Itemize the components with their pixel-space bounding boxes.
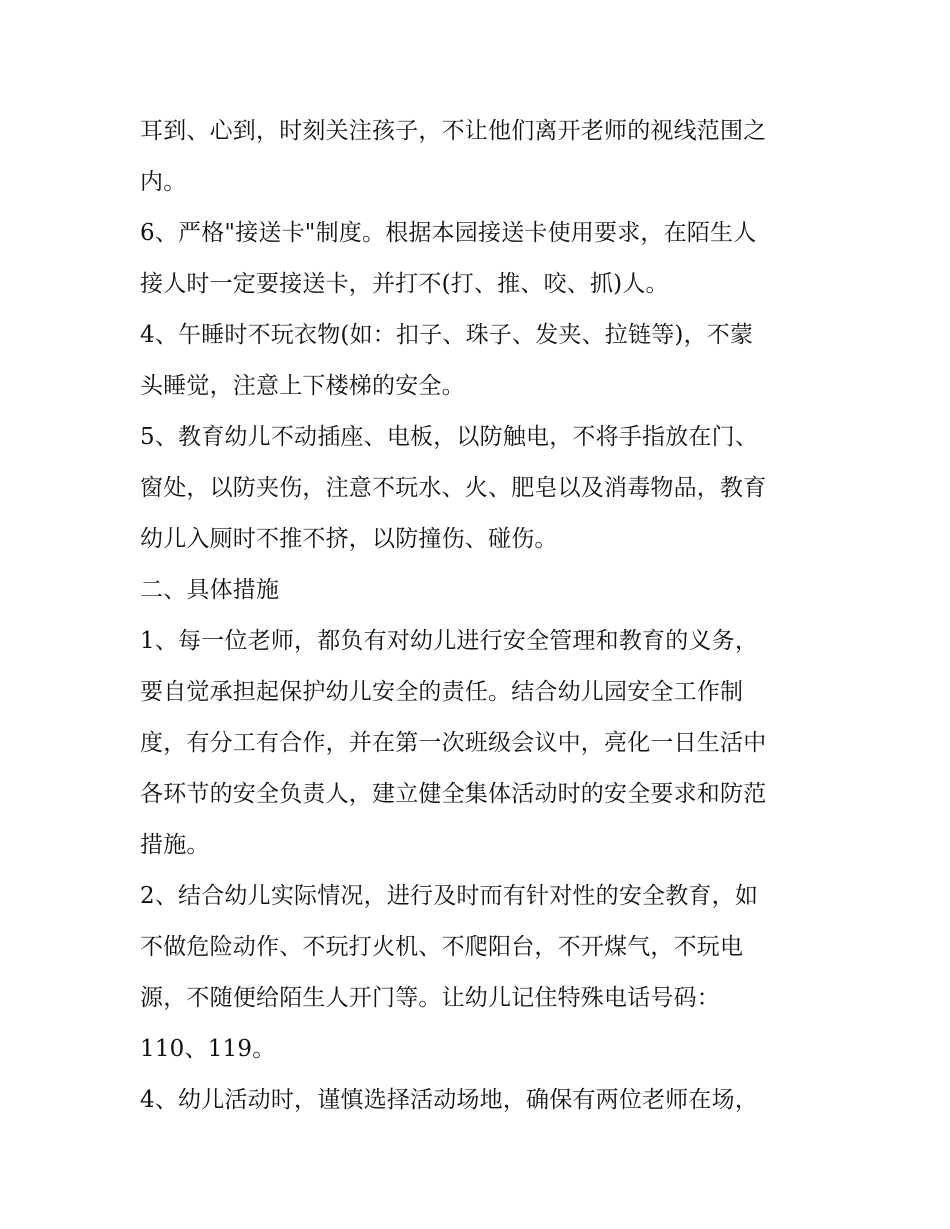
text-line: 110、119。 [140, 1036, 276, 1062]
text-line: 内。 [140, 169, 187, 195]
text-line: 措施。 [140, 832, 210, 858]
text-line: 源，不随便给陌生人开门等。让幼儿记住特殊电话号码： [140, 985, 720, 1011]
text-line: 5、教育幼儿不动插座、电板，以防触电，不将手指放在门、 [140, 424, 759, 450]
section-heading: 二、具体措施 [140, 577, 280, 603]
text-line: 6、严格"接送卡"制度。根据本园接送卡使用要求，在陌生人 [140, 220, 757, 246]
text-line: 窗处，以防夹伤，注意不玩水、火、肥皂以及消毒物品，教育 [140, 475, 767, 501]
text-line: 4、午睡时不玩衣物(如：扣子、珠子、发夹、拉链等)，不蒙 [140, 322, 754, 348]
text-line: 耳到、心到，时刻关注孩子，不让他们离开老师的视线范围之 [140, 118, 767, 144]
text-line: 要自觉承担起保护幼儿安全的责任。结合幼儿园安全工作制 [140, 679, 744, 705]
text-line: 幼儿入厕时不推不挤，以防撞伤、碰伤。 [140, 526, 558, 552]
text-line: 接人时一定要接送卡，并打不(打、推、咬、抓)人。 [140, 271, 669, 297]
text-line: 1、每一位老师，都负有对幼儿进行安全管理和教育的义务， [140, 628, 759, 654]
text-line: 4、幼儿活动时，谨慎选择活动场地，确保有两位老师在场， [140, 1087, 759, 1113]
text-line: 头睡觉，注意上下楼梯的安全。 [140, 373, 465, 399]
text-line: 度，有分工有合作，并在第一次班级会议中，亮化一日生活中 [140, 730, 767, 756]
document-body [140, 106, 830, 1126]
text-line: 2、结合幼儿实际情况，进行及时而有针对性的安全教育，如 [140, 883, 759, 909]
text-line: 不做危险动作、不玩打火机、不爬阳台，不开煤气，不玩电 [140, 934, 744, 960]
text-line: 各环节的安全负责人，建立健全集体活动时的安全要求和防范 [140, 781, 767, 807]
